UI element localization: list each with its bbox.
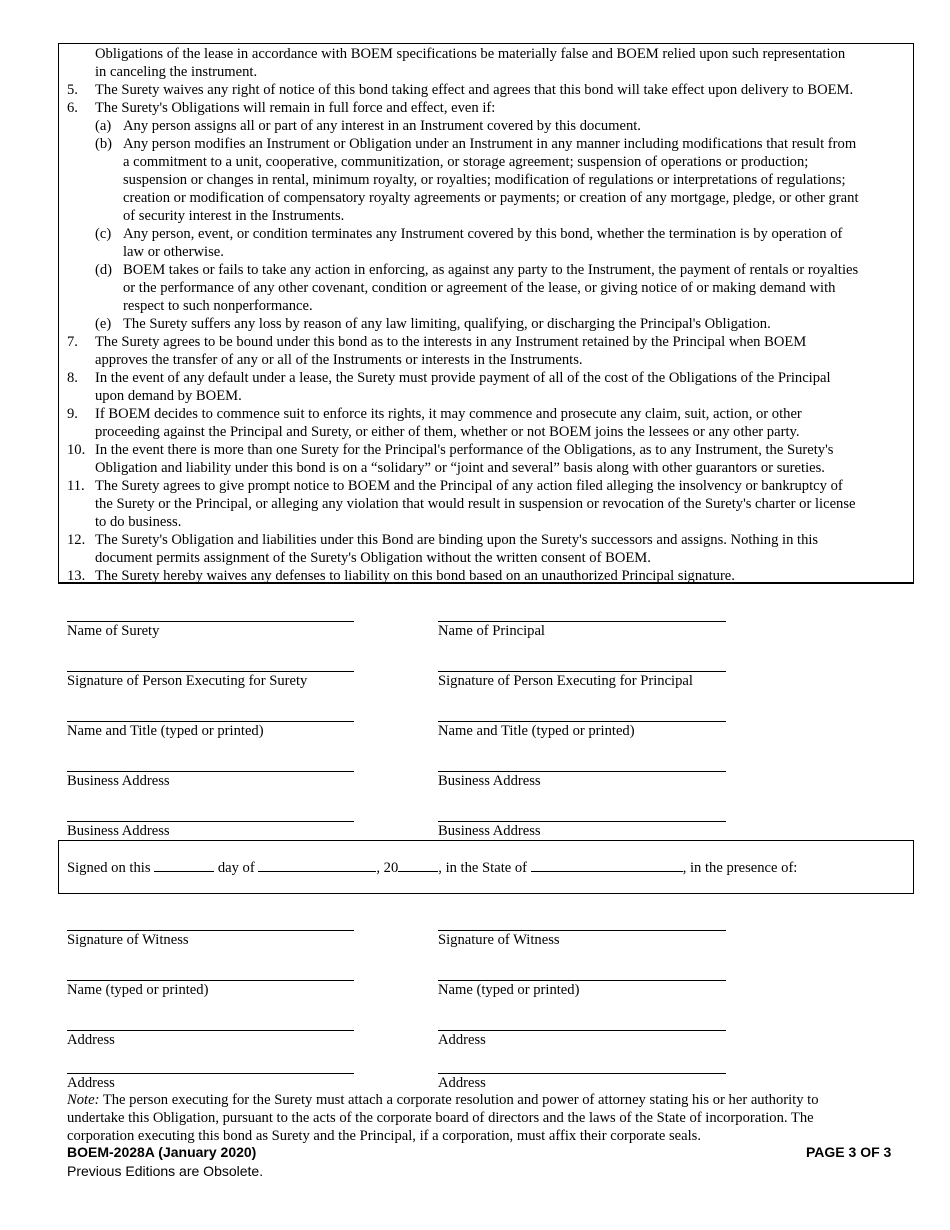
subclause-b-line-1: Any person modifies an Instrument or Obligation under an Instrument in any manner including modifications that result from: [123, 136, 857, 152]
clause-7-line-1: The Surety agrees to be bound under this bond as to the interests in any Instrument retained by the Principal when BOEM: [95, 334, 807, 350]
clause-9-number: 9.: [67, 406, 78, 422]
clause-5-number: 5.: [67, 82, 78, 98]
witness-address-line-1-left[interactable]: [67, 1030, 354, 1031]
surety-address-label-1: Business Address: [67, 773, 170, 789]
month-blank[interactable]: [258, 859, 376, 872]
clause-8-line-1: In the event of any default under a lease, the Surety must provide payment of all of the cost of the Obligations of the Principal: [95, 370, 831, 386]
clause-9-line-2: proceeding against the Principal and Surety, or either of them, whether or not BOEM joins the lessees or any other party.: [95, 424, 800, 440]
note-label: Note:: [67, 1092, 100, 1108]
principal-name-line[interactable]: [438, 621, 726, 622]
witness-address-line-2-left[interactable]: [67, 1073, 354, 1074]
witness-address-line-2-right[interactable]: [438, 1073, 726, 1074]
surety-signature-line[interactable]: [67, 671, 354, 672]
witness-name-line-left[interactable]: [67, 980, 354, 981]
witness-signature-line-left[interactable]: [67, 930, 354, 931]
surety-name-title-label: Name and Title (typed or printed): [67, 723, 264, 739]
witness-name-line-right[interactable]: [438, 980, 726, 981]
clause-11-line-1: The Surety agrees to give prompt notice to BOEM and the Principal of any action filed alleging the insolvency or bankruptcy of: [95, 478, 843, 494]
clause-12-number: 12.: [67, 532, 86, 548]
state-label: , in the State of: [438, 860, 528, 876]
note-line-1: [67, 1091, 819, 1109]
witness-name-label-left: Name (typed or printed): [67, 982, 209, 998]
subclause-b-line-3: suspension or changes in rental, minimum royalty, or royalties; modification of regulations or interpretations of regulations;: [123, 172, 846, 188]
clause-8-line-2: upon demand by BOEM.: [95, 388, 242, 404]
clause-13-text: The Surety hereby waives any defenses to liability on this bond based on an unauthorized Principal signature.: [95, 568, 735, 584]
subclause-a-text: Any person assigns all or part of any interest in an Instrument covered by this document.: [123, 118, 641, 134]
subclause-c-label: (c): [95, 226, 112, 242]
clause-10-number: 10.: [67, 442, 86, 458]
subclause-c-line-1: Any person, event, or condition terminates any Instrument covered by this bond, whether the termination is by operation of: [123, 226, 843, 242]
note-line-2: undertake this Obligation, pursuant to the acts of the corporate board of directors and the laws of the State of incorporation. The: [67, 1110, 814, 1126]
clause-12-line-1: The Surety's Obligation and liabilities under this Bond are binding upon the Surety's successors and assigns. Nothing in this: [95, 532, 819, 548]
subclause-b-line-2: a commitment to a unit, cooperative, communitization, or storage agreement; suspension of operations or production;: [123, 154, 809, 170]
principal-address-label-2: Business Address: [438, 823, 541, 839]
clause-10-line-2: Obligation and liability under this bond is on a “solidary” or “joint and several” basis along with other guarantors or sureties.: [95, 460, 825, 476]
subclause-d-line-1: BOEM takes or fails to take any action in enforcing, as against any party to the Instrument, the payment of rentals or royalties: [123, 262, 859, 278]
clause-7-number: 7.: [67, 334, 78, 350]
form-number: BOEM-2028A (January 2020): [67, 1144, 257, 1160]
principal-signature-label: Signature of Person Executing for Principal: [438, 673, 693, 689]
surety-name-label: Name of Surety: [67, 623, 160, 639]
principal-name-title-label: Name and Title (typed or printed): [438, 723, 635, 739]
clause-continuation-line-2: in canceling the instrument.: [95, 64, 258, 80]
signed-on-label: Signed on this: [67, 860, 151, 876]
subclause-c-line-2: law or otherwise.: [123, 244, 224, 260]
clause-10-line-1: In the event there is more than one Surety for the Principal's performance of the Obligations, as to any Instrument, the Surety's: [95, 442, 834, 458]
note-text-1: The person executing for the Surety must attach a corporate resolution and power of attorney stating his or her authority to: [99, 1092, 819, 1108]
subclause-d-line-2: or the performance of any other covenant, condition or agreement of the lease, or giving notice of or making demand with: [123, 280, 836, 296]
day-of-label: day of: [217, 860, 255, 876]
clause-11-line-2: the Surety or the Principal, or alleging any violation that would result in suspension or revocation of the Surety's charter or license: [95, 496, 856, 512]
witness-signature-label-left: Signature of Witness: [67, 932, 189, 948]
clause-11-line-3: to do business.: [95, 514, 182, 530]
clause-13-number: 13.: [67, 568, 86, 584]
clause-12-line-2: document permits assignment of the Surety's Obligation without the written consent of BOEM.: [95, 550, 651, 566]
clause-6-text: The Surety's Obligations will remain in full force and effect, even if:: [95, 100, 496, 116]
page-number: PAGE 3 OF 3: [806, 1144, 892, 1160]
clause-continuation-line-1: Obligations of the lease in accordance with BOEM specifications be materially false and BOEM relied upon such representation: [95, 46, 846, 62]
clause-8-number: 8.: [67, 370, 78, 386]
principal-name-title-line[interactable]: [438, 721, 726, 722]
subclause-b-line-5: of security interest in the Instruments.: [123, 208, 345, 224]
subclause-e-text: The Surety suffers any loss by reason of any law limiting, qualifying, or discharging the Principal's Obligation.: [123, 316, 771, 332]
obsolete-notice: Previous Editions are Obsolete.: [67, 1163, 264, 1179]
subclause-e-label: (e): [95, 316, 112, 332]
clause-9-line-1: If BOEM decides to commence suit to enforce its rights, it may commence and prosecute any claim, suit, action, or other: [95, 406, 802, 422]
surety-address-label-2: Business Address: [67, 823, 170, 839]
surety-address-line-2[interactable]: [67, 821, 354, 822]
clause-5-text: The Surety waives any right of notice of this bond taking effect and agrees that this bond will take effect upon delivery to BOEM.: [95, 82, 854, 98]
subclause-a-label: (a): [95, 118, 112, 134]
principal-name-label: Name of Principal: [438, 623, 545, 639]
witness-address-line-1-right[interactable]: [438, 1030, 726, 1031]
witness-address-label-2-left: Address: [67, 1075, 115, 1091]
day-blank[interactable]: [154, 859, 214, 872]
principal-address-label-1: Business Address: [438, 773, 541, 789]
year-blank[interactable]: [398, 859, 438, 872]
subclause-b-label: (b): [95, 136, 113, 152]
surety-signature-label: Signature of Person Executing for Surety: [67, 673, 308, 689]
clause-11-number: 11.: [67, 478, 85, 494]
witness-signature-line-right[interactable]: [438, 930, 726, 931]
principal-address-line-1[interactable]: [438, 771, 726, 772]
surety-address-line-1[interactable]: [67, 771, 354, 772]
presence-label: , in the presence of:: [682, 860, 798, 876]
surety-name-line[interactable]: [67, 621, 354, 622]
signed-on-statement: [67, 859, 797, 877]
witness-name-label-right: Name (typed or printed): [438, 982, 580, 998]
clause-7-line-2: approves the transfer of any or all of the Instruments or interests in the Instruments.: [95, 352, 583, 368]
subclause-d-line-3: respect to such nonperformance.: [123, 298, 313, 314]
principal-signature-line[interactable]: [438, 671, 726, 672]
state-blank[interactable]: [531, 859, 683, 872]
clause-6-number: 6.: [67, 100, 78, 116]
subclause-b-line-4: creation or modification of compensatory royalty agreements or payments; or creation of any mortgage, pledge, or other grant: [123, 190, 859, 206]
witness-signature-label-right: Signature of Witness: [438, 932, 560, 948]
note-line-3: corporation executing this bond as Surety and the Principal, if a corporation, must affix their corporate seals.: [67, 1128, 701, 1144]
principal-address-line-2[interactable]: [438, 821, 726, 822]
subclause-d-label: (d): [95, 262, 113, 278]
surety-name-title-line[interactable]: [67, 721, 354, 722]
witness-address-label-2-right: Address: [438, 1075, 486, 1091]
year-prefix-label: , 20: [376, 860, 399, 876]
witness-address-label-1-left: Address: [67, 1032, 115, 1048]
witness-address-label-1-right: Address: [438, 1032, 486, 1048]
